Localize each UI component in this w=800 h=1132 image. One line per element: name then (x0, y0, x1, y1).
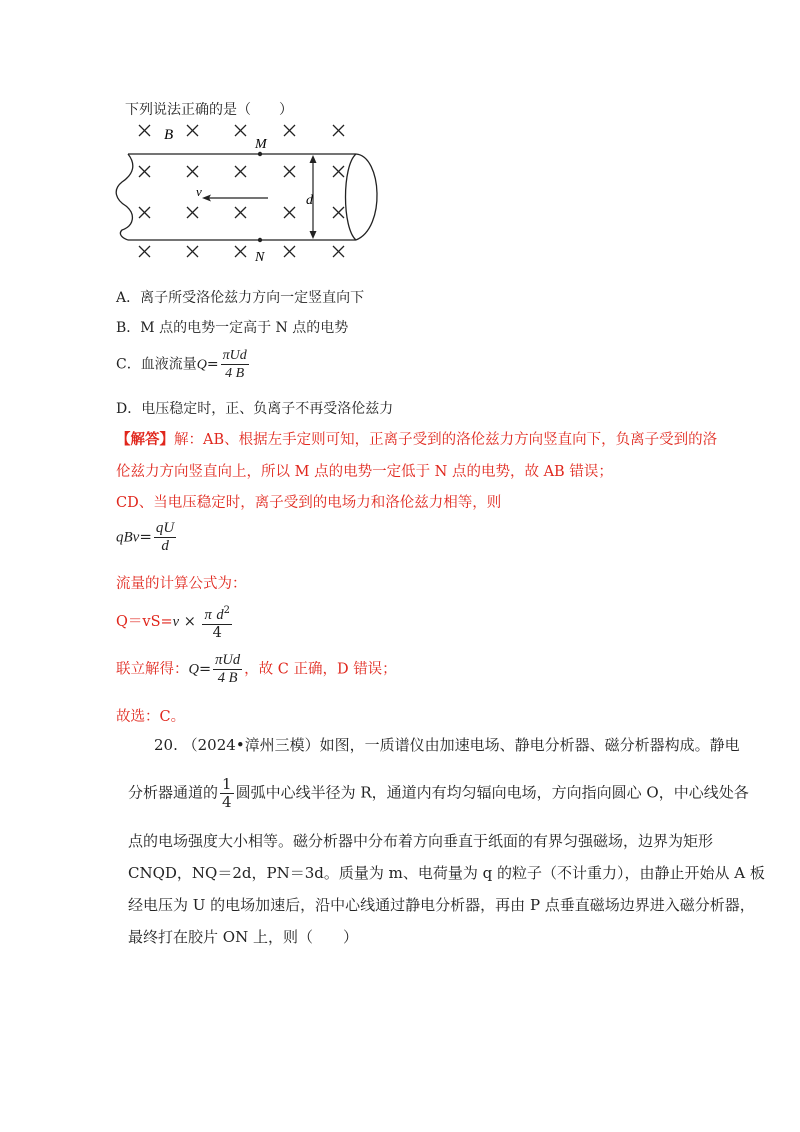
question-20-line-6: 最终打在胶片 ON 上，则（ ） (128, 928, 358, 946)
point-m (258, 152, 262, 156)
eq2-denominator: 4 (212, 624, 222, 641)
solution-line-3: CD、当电压稳定时，离子受到的电场力和洛伦兹力相等，则 (116, 495, 502, 511)
eq2-prefix: Q＝vS= (116, 613, 173, 630)
blood-flow-diagram (110, 118, 390, 270)
option-c-lhs: Q (196, 357, 207, 373)
eq1-lhs: qBv (116, 529, 140, 546)
vessel-outline (116, 154, 377, 240)
question-20-line-3: 点的电场强度大小相等。磁分析器中分布着方向垂直于纸面的有界匀强磁场，边界为矩形 (128, 832, 714, 850)
option-c-denominator: 4 B (225, 366, 245, 381)
eq3-prefix: 联立解得： (116, 661, 189, 678)
eq3-suffix: ，故 C 正确，D 错误； (244, 661, 397, 678)
label-b: B (164, 127, 174, 143)
fraction-denominator: 4 (222, 793, 232, 811)
solution-text-1: 解：AB、根据左手定则可知，正离子受到的洛伦兹力方向竖直向下，负离子受到的洛 (174, 432, 718, 448)
question-20-text-1: 如图，一质谱仪由加速电场、静电分析器、磁分析器构成。静电 (319, 736, 740, 754)
option-c-label: C．血液流量 (116, 356, 197, 373)
option-a: A．离子所受洛伦兹力方向一定竖直向下 (116, 290, 365, 306)
equation-force-balance: qBv= $\frac{qU}{d}$ (116, 520, 175, 554)
label-n: N (255, 250, 265, 265)
eq2-times: × (183, 613, 196, 630)
question-20-line-5: 经电压为 U 的电场加速后，沿中心线通过静电分析器，再由 P 点垂直磁场边界进入磁分析器， (128, 896, 755, 914)
label-v: v (196, 184, 202, 199)
question-20-text-2a: 分析器通道的 (128, 783, 219, 802)
solution-line-2: 伦兹力方向竖直向上，所以 M 点的电势一定低于 N 点的电势，故 AB 错误； (116, 464, 613, 480)
question-20-text-2b: 圆弧中心线半径为 R，通道内有均匀辐向电场，方向指向圆心 O，中心线处各 (235, 783, 749, 802)
eq3-numerator: πUd (215, 652, 241, 668)
question-20-line-2 (128, 776, 749, 811)
option-c: C．血液流量Q= $\frac{\text{πUd}}{4 B}$ (116, 348, 247, 381)
point-n (258, 238, 262, 242)
question-number: 20. (154, 736, 178, 754)
solution-line-1 (116, 428, 717, 449)
question-source: （2024•漳州三模） (182, 736, 320, 754)
option-c-numerator: πUd (222, 348, 247, 363)
fraction-numerator: 1 (222, 775, 232, 793)
option-d: D．电压稳定时，正、负离子不再受洛伦兹力 (116, 401, 394, 417)
eq2-num-d: d (216, 606, 224, 623)
question-20-line-1 (154, 734, 740, 755)
eq2-num-pi: π (204, 606, 212, 623)
label-m: M (255, 137, 267, 152)
solution-line-4: 流量的计算公式为： (116, 576, 247, 592)
solution-line-5: 联立解得：Q= $\frac{\text{πUd}}{4 B}$ ，故 C 正确，D 错误； (116, 652, 397, 686)
eq1-denominator: d (161, 538, 169, 554)
question-20-line-4: CNQD，NQ＝2d，PN＝3d。质量为 m、电荷量为 q 的粒子（不计重力），由静止开始从 A 板 (128, 864, 765, 882)
label-d: d (306, 193, 313, 208)
eq3-lhs: Q (188, 661, 199, 678)
solution-answer: 故选：C。 (116, 709, 186, 725)
eq2-num-exp: 2 (223, 605, 230, 616)
eq1-numerator: qU (155, 520, 175, 536)
eq3-denominator: 4 B (217, 670, 238, 686)
solution-tag: 【解答】 (116, 431, 174, 448)
question-stem: 下列说法正确的是（ ） (125, 102, 293, 118)
velocity-arrow-icon (202, 195, 268, 202)
equation-flow-rate (116, 602, 234, 642)
eq2-var: v (172, 613, 180, 630)
option-b: B．M 点的电势一定高于 N 点的电势 (116, 320, 349, 336)
